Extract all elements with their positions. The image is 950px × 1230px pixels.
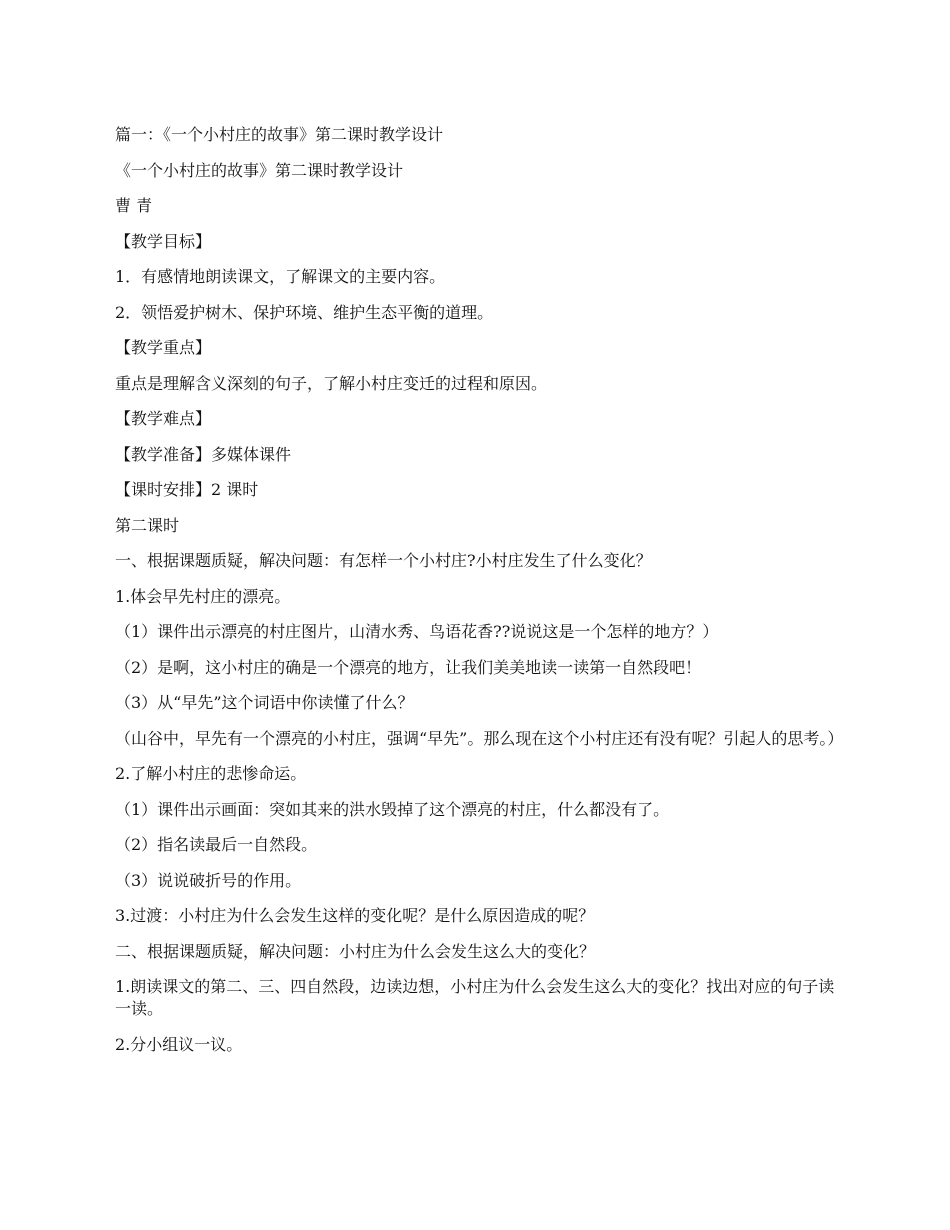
section-1-item-1-a: （1）课件出示漂亮的村庄图片，山清水秀、鸟语花香??说说这是一个怎样的地方？）: [115, 622, 719, 641]
key-points-text: 重点是理解含义深刻的句子，了解小村庄变迁的过程和原因。: [115, 373, 548, 393]
goal-item-1: 1．有感情地朗读课文，了解课文的主要内容。: [115, 267, 446, 286]
preparation-line: 【教学准备】多媒体课件: [115, 444, 292, 464]
schedule-line: 【课时安排】2 课时: [115, 480, 259, 499]
document-title: 篇一：《一个小村庄的故事》第二课时教学设计: [115, 125, 444, 144]
section-1-item-2-b: （2）指名读最后一自然段。: [115, 835, 318, 854]
section-2-item-1: 1.朗读课文的第二、三、四自然段，边读边想，小村庄为什么会发生这么大的变化？找出对应的句子读一读。: [115, 977, 835, 1018]
section-1-item-2-c: （3）说说破折号的作用。: [115, 870, 302, 890]
section-1-item-1-c-note: （山谷中，早先有一个漂亮的小村庄，强调“早先”。那么现在这个小村庄还有没有呢？引起人的思考。）: [115, 728, 844, 748]
document-subtitle: 《一个小村庄的故事》第二课时教学设计: [115, 160, 404, 180]
section-1-item-1: 1.体会早先村庄的漂亮。: [115, 586, 291, 606]
section-2-heading: 二、根据课题质疑，解决问题：小村庄为什么会发生这么大的变化？: [115, 941, 596, 961]
section-1-item-2: 2.了解小村庄的悲惨命运。: [115, 764, 307, 783]
lesson-heading: 第二课时: [115, 515, 180, 535]
section-1-item-1-b: （2）是啊，这小村庄的确是一个漂亮的地方，让我们美美地读一读第一自然段吧！: [115, 657, 702, 677]
goals-heading: 【教学目标】: [115, 231, 212, 251]
document-page: [115, 124, 844, 1069]
section-2-item-2: 2.分小组议一议。: [115, 1034, 243, 1054]
section-1-item-1-c: （3）从“早先”这个词语中你读懂了什么？: [115, 693, 414, 712]
author-name: 曹 青: [115, 196, 153, 215]
goal-item-2: 2．领悟爱护树木、保护环境、维护生态平衡的道理。: [115, 302, 494, 322]
key-points-heading: 【教学重点】: [115, 338, 212, 357]
difficult-points-heading: 【教学难点】: [115, 409, 212, 428]
section-1-item-2-a: （1）课件出示画面：突如其来的洪水毁掉了这个漂亮的村庄，什么都没有了。: [115, 799, 670, 819]
section-1-item-3: 3.过渡：小村庄为什么会发生这样的变化呢？是什么原因造成的呢？: [115, 906, 595, 925]
section-1-heading: 一、根据课题质疑，解决问题：有怎样一个小村庄?小村庄发生了什么变化？: [115, 551, 652, 570]
